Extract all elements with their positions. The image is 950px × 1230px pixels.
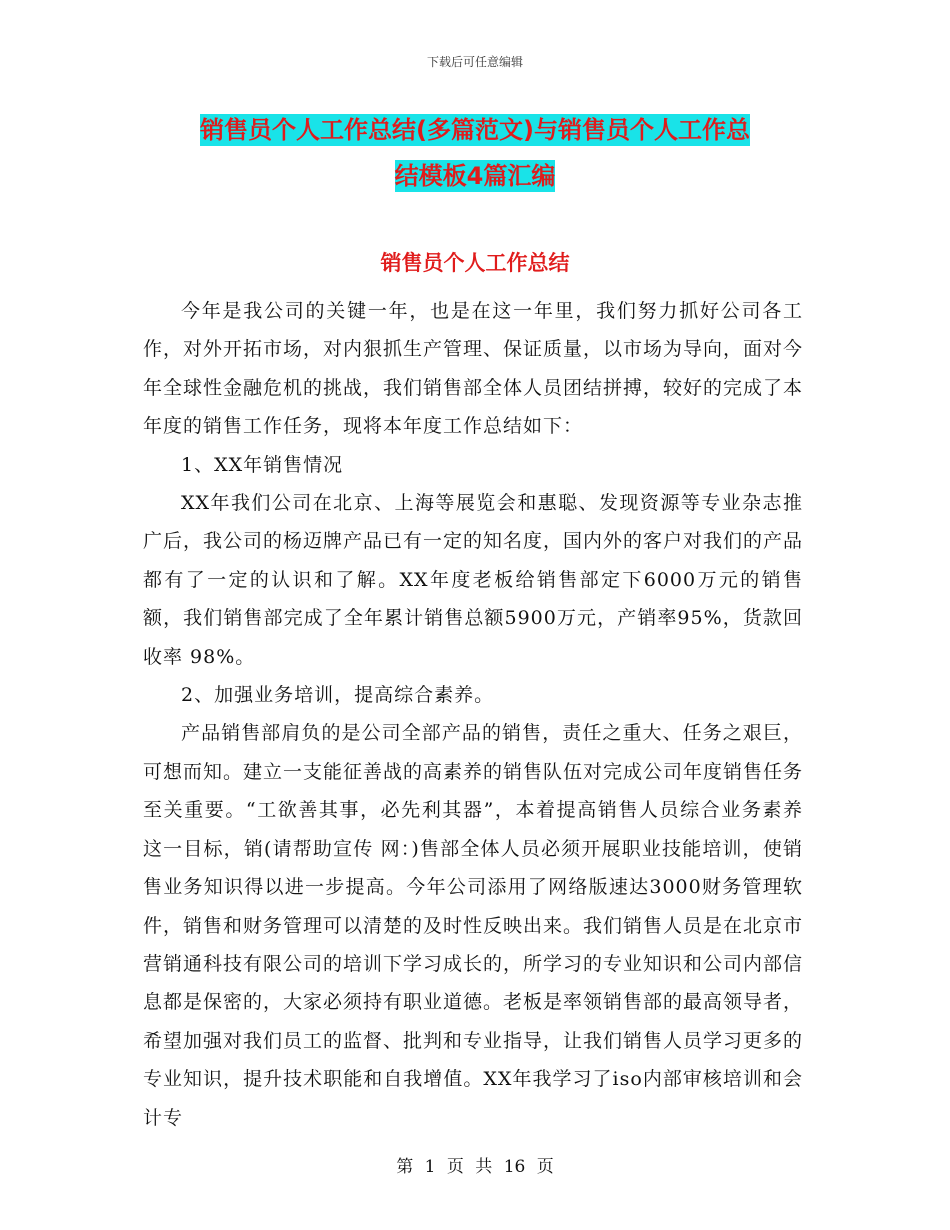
title-highlight: 销售员个人工作总结(多篇范文)与销售员个人工作总 xyxy=(200,116,750,144)
section-heading: 销售员个人工作总结 xyxy=(380,251,570,275)
page-number-footer: 第 1 页 共 16 页 xyxy=(396,1157,554,1177)
document-title xyxy=(0,107,950,199)
document-title-line-1 xyxy=(0,107,950,153)
title-highlight: 结模板4篇汇编 xyxy=(394,162,556,190)
page-header-note: 下载后可任意编辑 xyxy=(426,55,523,69)
body-paragraph: 1、XX年销售情况 xyxy=(181,453,344,476)
document-title-line-2 xyxy=(0,153,950,199)
body-paragraph: 今年是我公司的关键一年，也是在这一年里，我们努力抓好公司各工作，对外开拓市场，对内狠抓生产管理、保证质量，以市场为导向，面对今年全球性金融危机的挑战，我们销售部全体人员团结拼搏，较好的完成了本年度的销售工作任务，现将本年度工作总结如下： xyxy=(143,300,804,438)
body-paragraph: 产品销售部肩负的是公司全部产品的销售，责任之重大、任务之艰巨，可想而知。建立一支能征善战的高素养的销售队伍对完成公司年度销售任务至关重要。“工欲善其事，必先利其器”，本着提高销售人员综合业务素养这一目标，销(请帮助宣传 网：)售部全体人员必须开展职业技能培训，使销售业务知识得以进一步提高。今年公司添用了网络版速达3000财务管理软件，销售和财务管理可以清楚的及时性反映出来。我们销售人员是在北京市营销通科技有限公司的培训下学习成长的，所学习的专业知识和公司内部信息都是保密的，大家必须持有职业道德。老板是率领销售部的最高领导者，希望加强对我们员工的监督、批判和专业指导，让我们销售人员学习更多的专业知识，提升技术职能和自我增值。XX年我学习了iso内部审核培训和会计专 xyxy=(143,722,804,1129)
body-paragraph: 2、加强业务培训，提高综合素养。 xyxy=(181,684,495,707)
document-body xyxy=(143,292,803,1137)
body-paragraph: XX年我们公司在北京、上海等展览会和惠聪、发现资源等专业杂志推广后，我公司的杨迈牌产品已有一定的知名度，国内外的客户对我们的产品都有了一定的认识和了解。XX年度老板给销售部定下6000万元的销售额，我们销售部完成了全年累计销售总额5900万元，产销率95%，货款回收率 98%。 xyxy=(143,492,804,668)
